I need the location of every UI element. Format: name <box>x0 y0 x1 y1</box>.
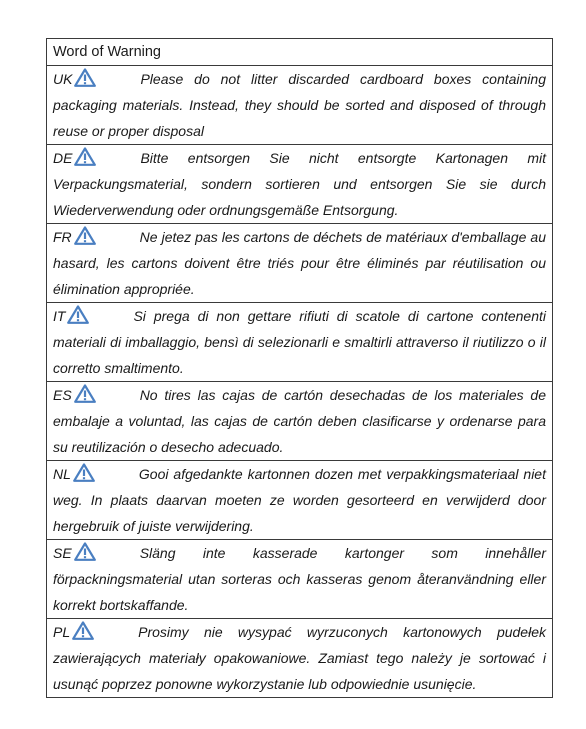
warning-text: Please do not litter discarded cardboard boxes containing packaging materials. Instead, they should be sorted and disposed of through reuse or proper disposal <box>53 71 546 139</box>
warning-triangle-icon <box>67 305 89 324</box>
language-code: DE <box>53 150 73 166</box>
language-code: UK <box>53 71 73 87</box>
language-row <box>47 145 552 224</box>
warning-text: Gooi afgedankte kartonnen dozen met verpakkingsmateriaal niet weg. In plaats daarvan moeten ze worden gesorteerd en verwijderd door hergebruik of juiste verwijdering. <box>53 466 546 534</box>
language-code: ES <box>53 387 72 403</box>
language-paragraph <box>53 66 546 144</box>
warning-text: Prosimy nie wysypać wyrzuconych kartonowych pudełek zawierających materiały opakowaniowe. Zamiast tego należy je sortować i usunąć poprzez ponowne wykorzystanie lub odpowiednie usunięcie. <box>53 624 546 692</box>
language-code: PL <box>53 624 71 640</box>
language-row <box>47 461 552 540</box>
language-row <box>47 382 552 461</box>
language-row <box>47 224 552 303</box>
warning-triangle-icon <box>74 384 96 403</box>
warning-triangle-icon <box>74 226 96 245</box>
warning-text: Ne jetez pas les cartons de déchets de matériaux d'emballage au hasard, les cartons doivent être triés pour être éliminés par réutilisation ou élimination appropriée. <box>53 229 546 297</box>
warning-triangle-icon <box>72 621 94 640</box>
table-title: Word of Warning <box>47 39 552 66</box>
language-row <box>47 66 552 145</box>
language-paragraph <box>53 461 546 539</box>
language-paragraph <box>53 540 546 618</box>
language-rows <box>47 66 552 697</box>
language-paragraph <box>53 619 546 697</box>
language-code: SE <box>53 545 72 561</box>
language-paragraph <box>53 382 546 460</box>
warning-triangle-icon <box>74 542 96 561</box>
language-row <box>47 619 552 697</box>
warning-text: No tires las cajas de cartón desechadas de los materiales de embalaje a voluntad, las cajas de cartón deben clasificarse y ordenarse para su reutilización o desecho adecuado. <box>53 387 546 455</box>
warning-text: Släng inte kasserade kartonger som innehåller förpackningsmaterial utan sorteras och kasseras genom återanvändning eller korrekt bortskaffande. <box>53 545 546 613</box>
warning-text: Bitte entsorgen Sie nicht entsorgte Kartonagen mit Verpackungsmaterial, sondern sortieren und entsorgen Sie sie durch Wiederverwendung oder ordnungsgemäße Entsorgung. <box>53 150 546 218</box>
language-paragraph <box>53 145 546 223</box>
warning-triangle-icon <box>73 463 95 482</box>
language-paragraph <box>53 224 546 302</box>
language-code: NL <box>53 466 71 482</box>
language-paragraph <box>53 303 546 381</box>
warning-text: Si prega di non gettare rifiuti di scatole di cartone contenenti materiali di imballaggio, bensì di selezionarli e smaltirli attraverso il riutilizzo o il corretto smaltimento. <box>53 308 546 376</box>
language-code: IT <box>53 308 66 324</box>
language-row <box>47 303 552 382</box>
warning-triangle-icon <box>74 68 96 87</box>
language-code: FR <box>53 229 72 245</box>
warning-triangle-icon <box>74 147 96 166</box>
warning-table <box>46 38 553 698</box>
language-row <box>47 540 552 619</box>
